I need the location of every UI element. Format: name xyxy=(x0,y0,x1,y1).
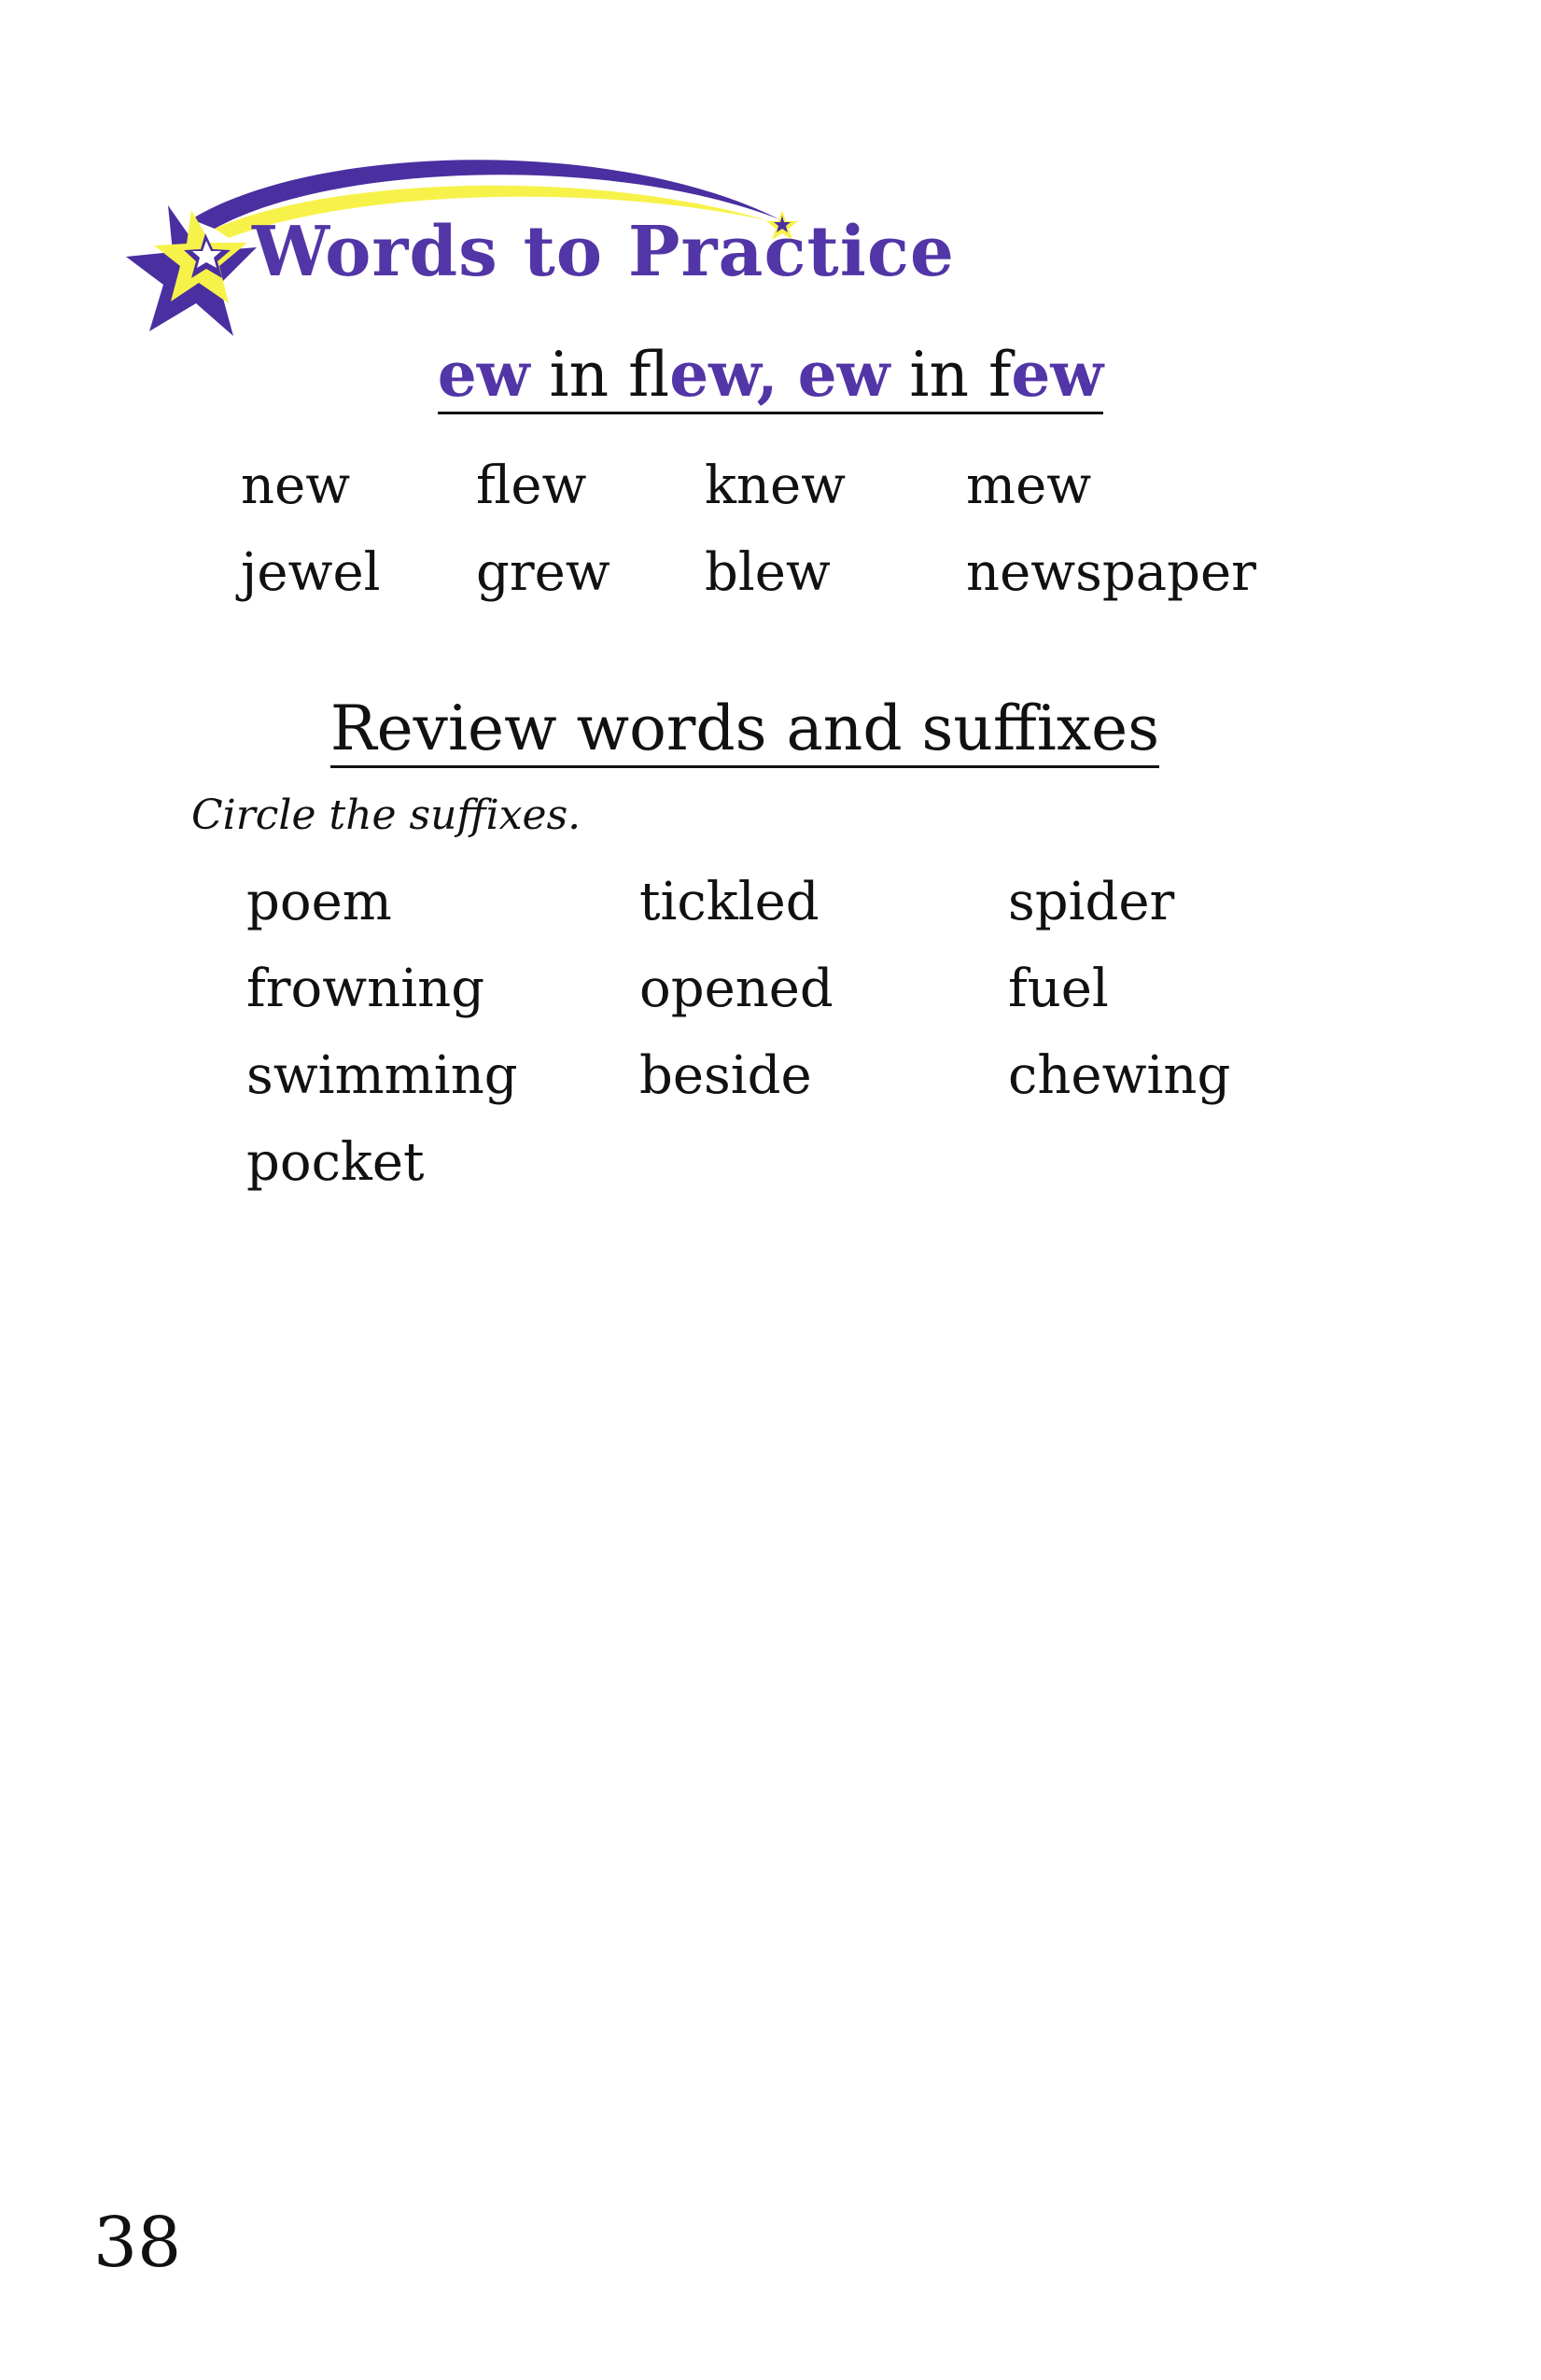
word-item: frowning xyxy=(246,959,485,1019)
word-item: poem xyxy=(246,872,392,932)
word-item: opened xyxy=(639,959,834,1019)
word-item: newspaper xyxy=(966,542,1256,603)
word-item: grew xyxy=(476,542,610,603)
section1-heading xyxy=(0,338,1541,414)
heading-part: ew xyxy=(437,338,530,411)
heading-part: ew xyxy=(797,338,890,411)
word-item: chewing xyxy=(1008,1045,1231,1106)
word-item: swimming xyxy=(246,1045,518,1106)
word-item: blew xyxy=(705,542,831,603)
word-item: new xyxy=(241,455,351,516)
section2-heading xyxy=(0,693,1490,768)
section1-heading-text xyxy=(437,338,1104,414)
page-number: 38 xyxy=(93,2203,182,2283)
word-item: spider xyxy=(1008,872,1175,932)
heading-part: in fl xyxy=(529,339,670,411)
banner-title: Words to Practice xyxy=(252,212,955,292)
section2-heading-text: Review words and suffixes xyxy=(330,698,1159,768)
word-item: pocket xyxy=(246,1132,425,1193)
word-item: knew xyxy=(705,455,847,516)
word-item: mew xyxy=(966,455,1092,516)
heading-part xyxy=(778,339,798,411)
word-item: beside xyxy=(639,1045,812,1106)
words-to-practice-banner xyxy=(126,154,955,341)
heading-part: in f xyxy=(890,339,1012,411)
heading-part: ew xyxy=(1011,338,1104,411)
word-item: flew xyxy=(476,455,587,516)
word-item: fuel xyxy=(1008,959,1109,1019)
instruction-text: Circle the suffixes. xyxy=(191,791,581,839)
heading-part: ew, xyxy=(669,338,778,411)
word-item: jewel xyxy=(241,542,381,603)
word-item: tickled xyxy=(639,872,820,932)
